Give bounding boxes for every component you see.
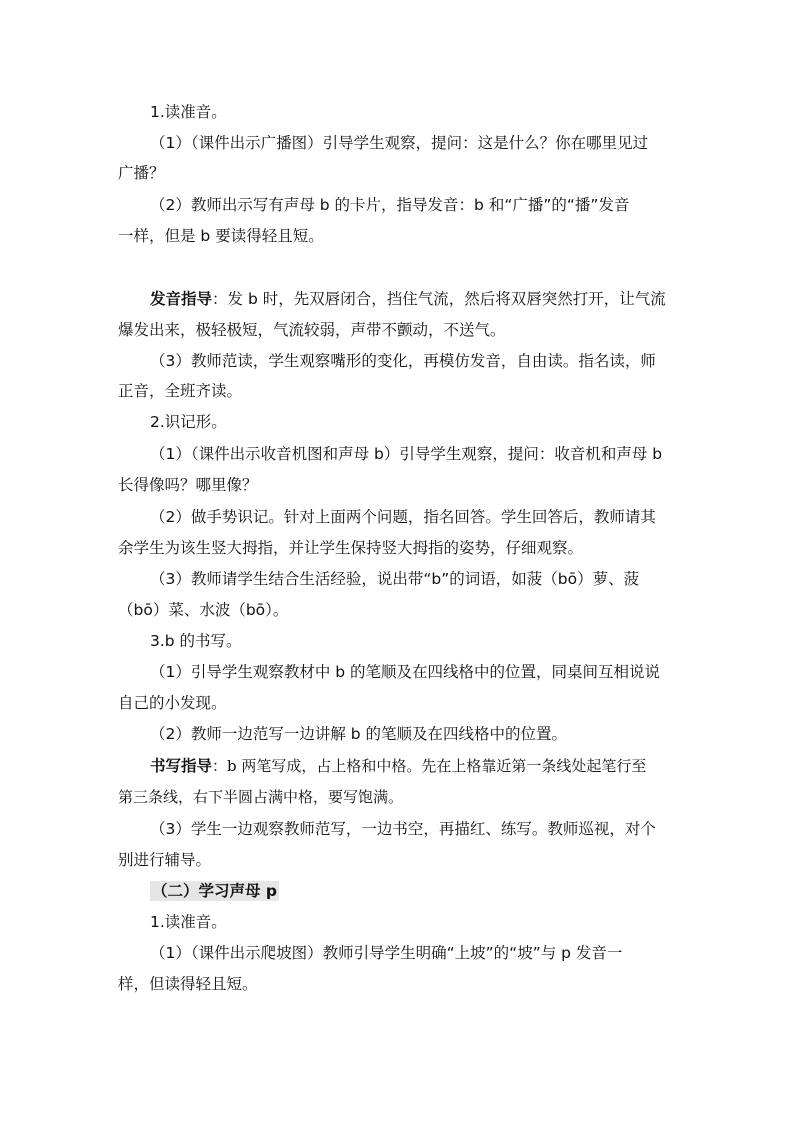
- subsection-heading-line: [0, 880, 794, 902]
- paragraph-line: 爆发出来，极轻极短，气流较弱，声带不颤动，不送气。: [118, 321, 506, 339]
- paragraph-line: 长得像吗？哪里像？: [118, 476, 258, 494]
- writing-guide-label: 书写指导: [150, 757, 213, 775]
- paragraph-line: （bō）菜、水波（bō）。: [118, 601, 289, 619]
- writing-guide-line: [0, 755, 794, 777]
- paragraph-line: 正音，全班齐读。: [118, 382, 243, 400]
- paragraph-line: （1）（课件出示广播图）引导学生观察，提问：这是什么？你在哪里见过: [150, 134, 649, 152]
- writing-guide-text: ：b 两笔写成，占上格和中格。先在上格靠近第一条线处起笔行至: [212, 757, 647, 775]
- pronunciation-guide-text: ：发 b 时，先双唇闭合，挡住气流，然后将双唇突然打开，让气流: [212, 290, 666, 308]
- section-heading-writing: 3.b 的书写。: [150, 632, 242, 650]
- section-heading-recognize-shape: 2.识记形。: [150, 413, 227, 431]
- paragraph-line: （3）学生一边观察教师范写，一边书空，再描红、练写。教师巡视，对个: [150, 820, 656, 838]
- paragraph-line: 余学生为该生竖大拇指，并让学生保持竖大拇指的姿势，仔细观察。: [118, 539, 584, 557]
- paragraph-line: （3）教师请学生结合生活经验，说出带“b”的词语，如菠（bō）萝、菠: [150, 570, 640, 588]
- section-heading-read-sound: 1.读准音。: [150, 103, 227, 121]
- paragraph-line: 自己的小发现。: [118, 694, 227, 712]
- paragraph-line: （2）教师一边范写一边讲解 b 的笔顺及在四线格中的位置。: [150, 725, 568, 743]
- paragraph-line: 一样，但是 b 要读得轻且短。: [118, 227, 324, 245]
- paragraph-line: （1）（课件出示爬坡图）教师引导学生明确“上坡”的“坡”与 p 发音一: [150, 944, 623, 962]
- paragraph-line: 样，但读得轻且短。: [118, 975, 258, 993]
- section-heading-read-sound: 1.读准音。: [150, 913, 227, 931]
- subsection-heading-learn-p: （二）学习声母 p: [152, 882, 277, 900]
- pronunciation-guide-label: 发音指导: [150, 290, 213, 308]
- paragraph-line: 第三条线，右下半圆占满中格，要写饱满。: [118, 788, 404, 806]
- paragraph-line: （1）引导学生观察教材中 b 的笔顺及在四线格中的位置，同桌间互相说说: [150, 663, 661, 681]
- paragraph-line: 广播？: [118, 164, 165, 182]
- paragraph-line: （3）教师范读，学生观察嘴形的变化，再模仿发音，自由读。指名读，师: [150, 352, 656, 370]
- paragraph-line: （2）做手势识记。针对上面两个问题，指名回答。学生回答后，教师请其: [150, 508, 656, 526]
- paragraph-line: （2）教师出示写有声母 b 的卡片，指导发音：b 和“广播”的“播”发音: [150, 196, 630, 214]
- paragraph-line: 别进行辅导。: [118, 851, 212, 869]
- paragraph-line: （1）（课件出示收音机图和声母 b）引导学生观察，提问：收音机和声母 b: [150, 445, 663, 463]
- pronunciation-guide-line: [0, 288, 794, 310]
